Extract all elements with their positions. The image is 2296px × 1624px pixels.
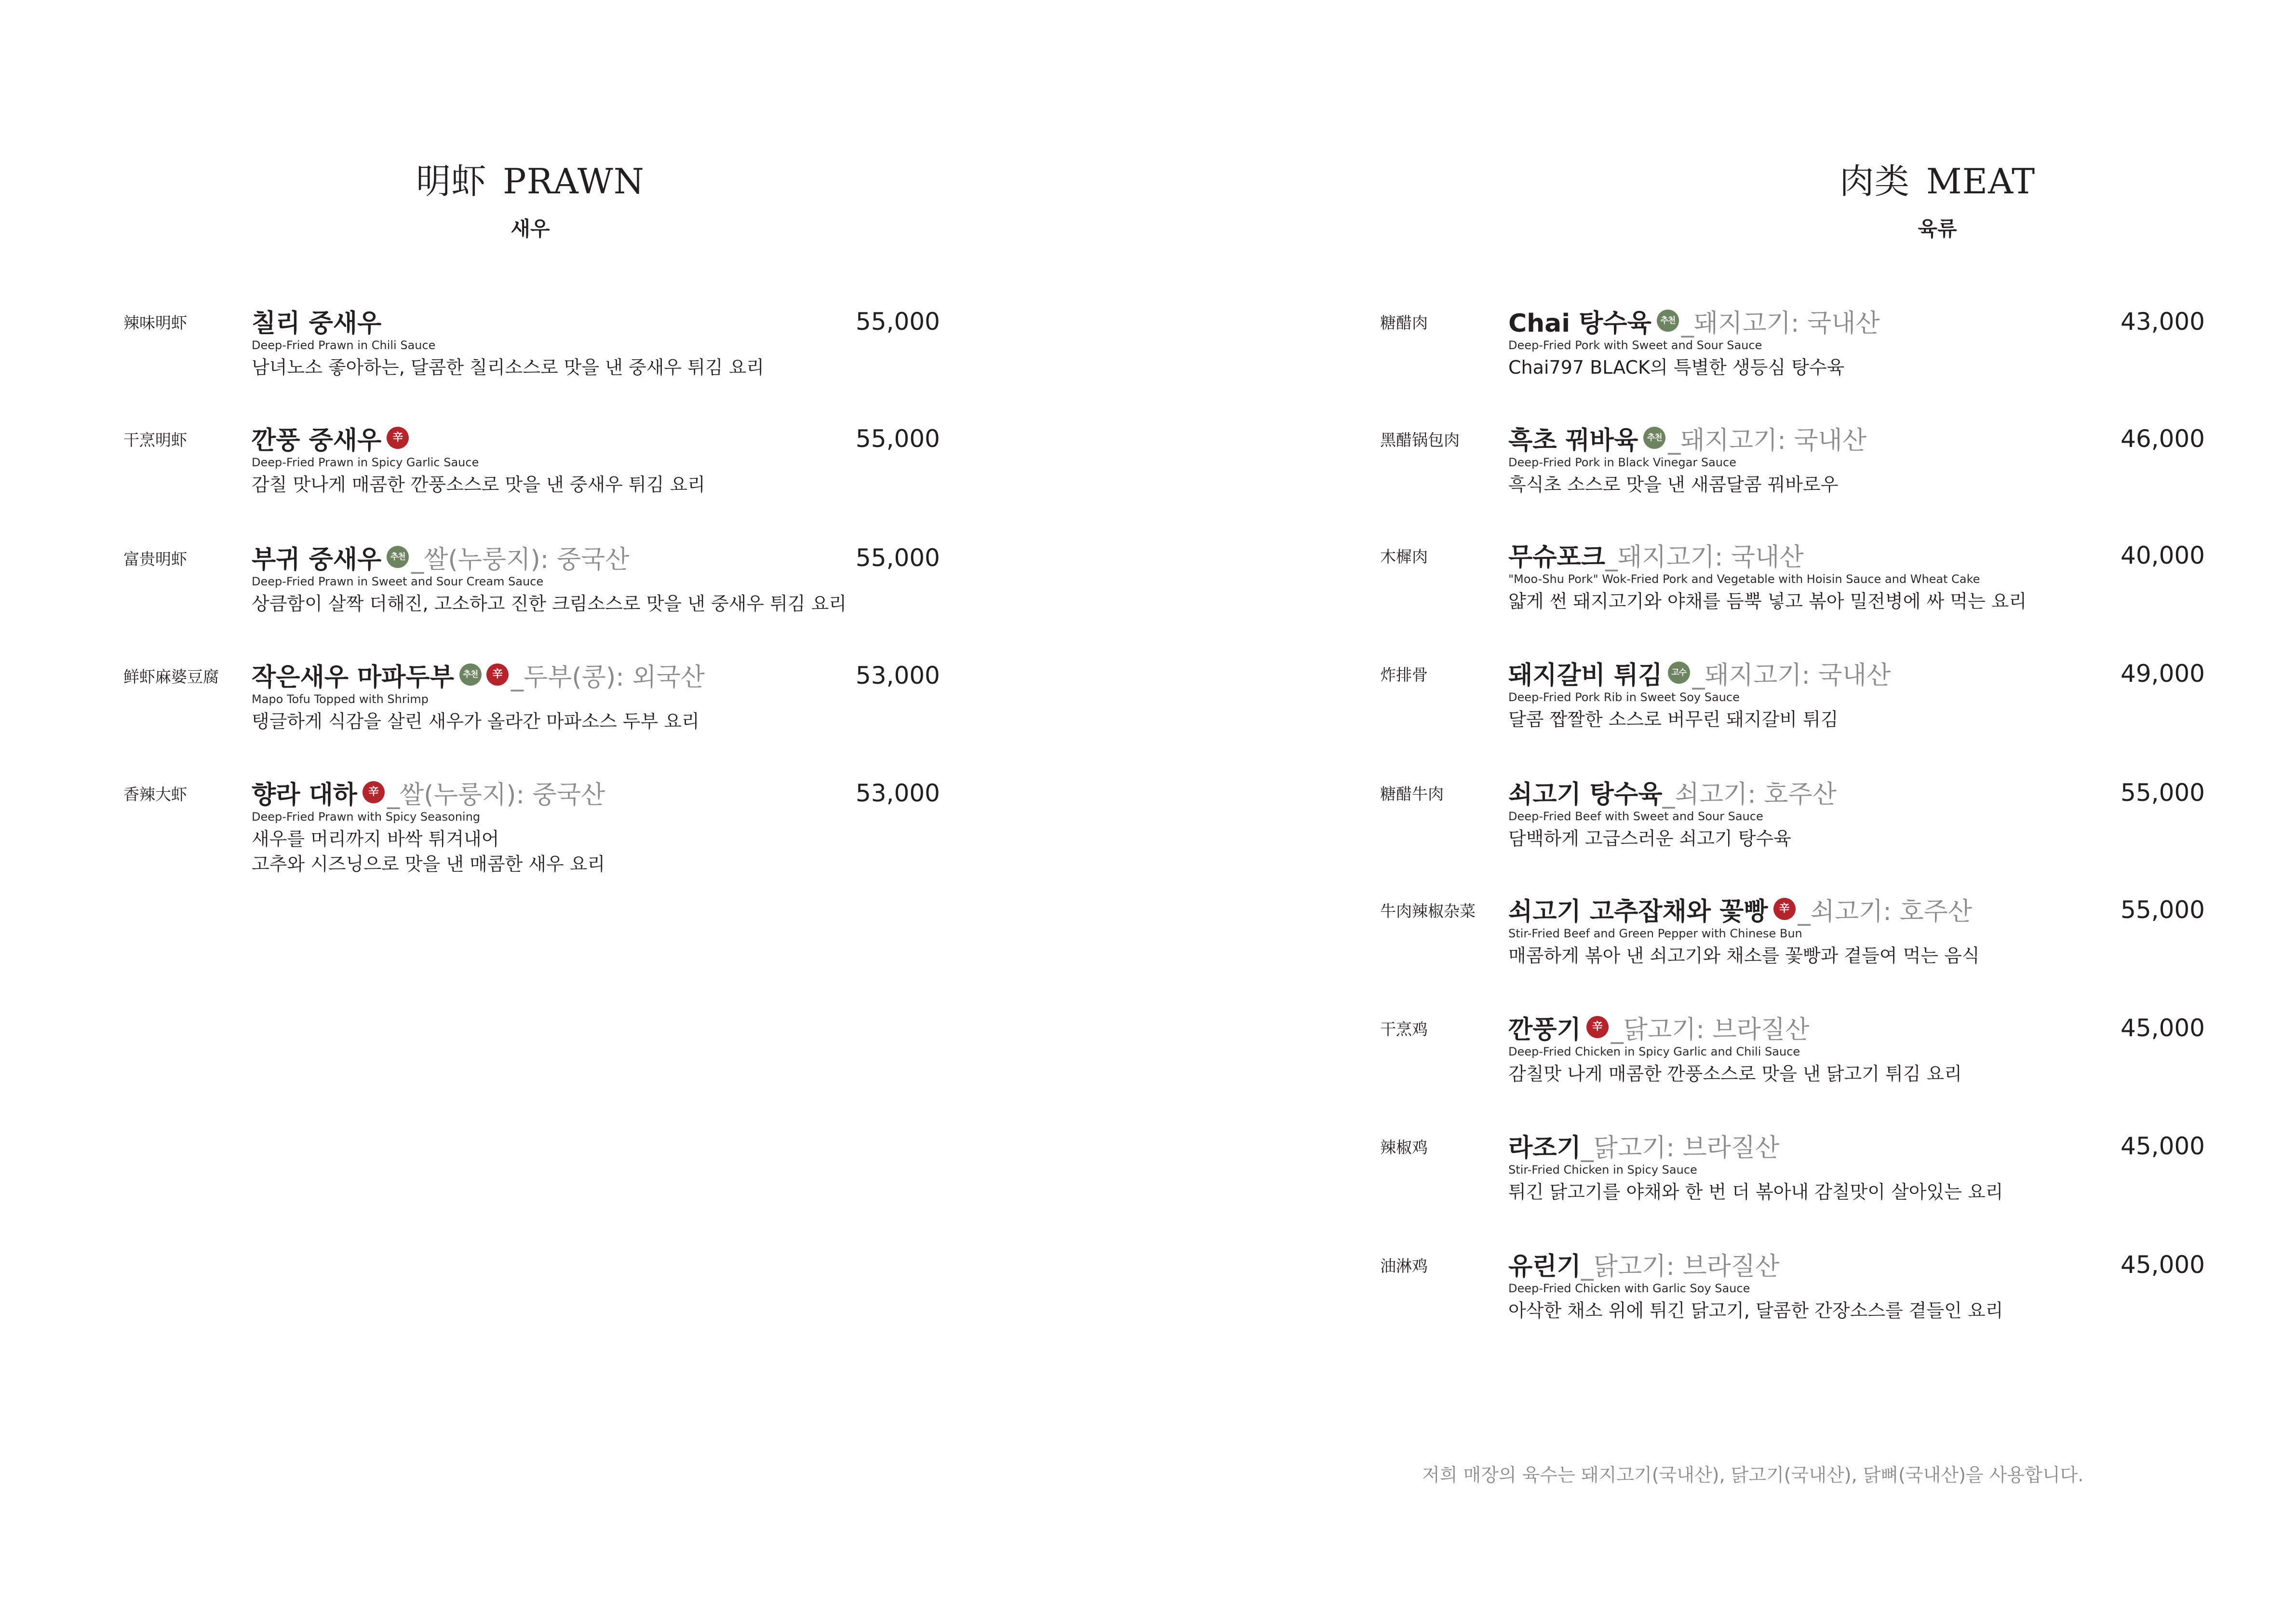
description-line: 튀긴 닭고기를 야채와 한 번 더 볶아내 감칠맛이 살아있는 요리 xyxy=(1508,1181,2003,1203)
dish-english-name: Mapo Tofu Topped with Shrimp xyxy=(252,692,429,706)
menu-item xyxy=(1380,538,2205,634)
dish-title-line xyxy=(1508,1010,1809,1044)
dish-description xyxy=(1508,589,2027,614)
dish-title-line xyxy=(252,421,411,455)
dish-chinese-name: 炸排骨 xyxy=(1380,665,1428,684)
dish-chinese-name: 辣味明虾 xyxy=(123,313,187,332)
dish-title-line xyxy=(252,658,705,691)
origin-note: _쇠고기: 호주산 xyxy=(1662,780,1837,809)
dish-name: 돼지갈비 튀김 xyxy=(1508,661,1663,690)
dish-title-line xyxy=(1508,538,1804,571)
dish-english-name: Deep-Fried Chicken with Garlic Soy Sauce xyxy=(1508,1282,1750,1295)
footer-note: 저희 매장의 육수는 돼지고기(국내산), 닭고기(국내산), 닭뼈(국내산)을 사용합니다. xyxy=(1422,1464,2084,1486)
dish-price: 53,000 xyxy=(856,662,940,690)
description-line: 남녀노소 좋아하는, 달콤한 칠리소스로 맛을 낸 중새우 튀김 요리 xyxy=(252,357,765,378)
dish-name: 향라 대하 xyxy=(252,780,358,810)
dish-description xyxy=(252,355,764,380)
dish-english-name: Deep-Fried Beef with Sweet and Sour Sauce xyxy=(1508,810,1763,823)
dish-price: 55,000 xyxy=(856,544,940,572)
spicy-badge-icon: 辛 xyxy=(387,427,409,449)
description-line: 달콤 짭짤한 소스로 버무린 돼지갈비 튀김 xyxy=(1508,709,1839,730)
dish-price: 53,000 xyxy=(856,779,940,807)
dish-title-line xyxy=(1508,1247,1779,1281)
dish-price: 45,000 xyxy=(2121,1251,2205,1279)
dish-english-name: Deep-Fried Pork with Sweet and Sour Sauce xyxy=(1508,338,1762,352)
recommend-badge-icon: 추천 xyxy=(387,546,409,568)
dish-title-line xyxy=(1508,775,1837,809)
section-title-en: MEAT xyxy=(1926,161,2036,202)
origin-note: _돼지고기: 국내산 xyxy=(1605,542,1804,572)
origin-note: _쌀(누룽지): 중국산 xyxy=(411,545,630,574)
origin-note: _돼지고기: 국내산 xyxy=(1668,426,1866,455)
origin-note: _닭고기: 브라질산 xyxy=(1581,1133,1780,1163)
dish-english-name: Deep-Fried Prawn in Spicy Garlic Sauce xyxy=(252,456,479,469)
description-line: Chai797 BLACK의 특별한 생등심 탕수육 xyxy=(1508,357,1845,378)
dish-name: Chai 탕수육 xyxy=(1508,309,1652,338)
description-line: 감칠맛 나게 매콤한 깐풍소스로 맛을 낸 닭고기 튀김 요리 xyxy=(1508,1063,1962,1084)
dish-chinese-name: 辣椒鸡 xyxy=(1380,1138,1428,1157)
section-title-cn: 肉类 xyxy=(1839,161,1910,202)
section-title xyxy=(376,153,685,203)
dish-name: 칠리 중새우 xyxy=(252,309,382,338)
dish-title-line xyxy=(1508,1128,1779,1162)
dish-chinese-name: 糖醋牛肉 xyxy=(1380,785,1444,803)
dish-price: 40,000 xyxy=(2121,541,2205,569)
dish-english-name: Deep-Fried Prawn with Spicy Seasoning xyxy=(252,810,481,824)
description-line: 담백하게 고급스러운 쇠고기 탕수육 xyxy=(1508,828,1791,849)
dish-name: 쇠고기 고추잡채와 꽃빵 xyxy=(1508,897,1768,926)
description-line: 매콤하게 볶아 낸 쇠고기와 채소를 꽃빵과 곁들여 먹는 음식 xyxy=(1508,945,1980,966)
dish-chinese-name: 鲜虾麻婆豆腐 xyxy=(123,667,219,686)
description-line: 감칠 맛나게 매콤한 깐풍소스로 맛을 낸 중새우 튀김 요리 xyxy=(252,474,705,495)
menu-item xyxy=(123,775,940,875)
origin-note: _쇠고기: 호주산 xyxy=(1798,897,1972,926)
menu-item xyxy=(1380,304,2205,400)
dish-title-line xyxy=(1508,656,1891,690)
section-subtitle: 새우 xyxy=(510,217,550,241)
menu-item xyxy=(123,658,940,754)
description-line: 얇게 썬 돼지고기와 야채를 듬뿍 넣고 볶아 밀전병에 싸 먹는 요리 xyxy=(1508,591,2027,612)
description-line: 아삭한 채소 위에 튀긴 닭고기, 달콤한 간장소스를 곁들인 요리 xyxy=(1508,1300,2003,1321)
spicy-badge-icon: 辛 xyxy=(1586,1016,1609,1038)
dish-chinese-name: 干烹明虾 xyxy=(123,431,187,449)
dish-title-line xyxy=(252,540,630,574)
spicy-badge-icon: 辛 xyxy=(1773,898,1796,920)
dish-english-name: "Moo-Shu Pork" Wok-Fried Pork and Vegetable with Hoisin Sauce and Wheat Cake xyxy=(1508,572,1980,586)
section-title xyxy=(1783,153,2092,203)
menu-item xyxy=(1380,892,2205,988)
dish-description xyxy=(1508,943,1980,968)
dish-name: 쇠고기 탕수육 xyxy=(1508,780,1663,809)
description-line: 고추와 시즈닝으로 맛을 낸 매콤한 새우 요리 xyxy=(252,853,605,875)
dish-description xyxy=(1508,1179,2003,1204)
dish-chinese-name: 黑醋锅包肉 xyxy=(1380,431,1460,449)
menu-item xyxy=(1380,1010,2205,1107)
dish-name: 깐풍기 xyxy=(1508,1015,1581,1044)
dish-description xyxy=(252,472,705,497)
dish-english-name: Deep-Fried Pork Rib in Sweet Soy Sauce xyxy=(1508,690,1740,704)
dish-name: 부귀 중새우 xyxy=(252,545,382,574)
dish-price: 45,000 xyxy=(2121,1014,2205,1042)
dish-chinese-name: 富贵明虾 xyxy=(123,550,187,568)
origin-note: _쌀(누룽지): 중국산 xyxy=(387,780,605,810)
dish-description xyxy=(1508,707,1838,732)
dish-description xyxy=(1508,1061,1962,1086)
description-line: 새우를 머리까지 바싹 튀겨내어 xyxy=(252,828,499,850)
dish-english-name: Stir-Fried Beef and Green Pepper with Chinese Bun xyxy=(1508,927,1802,940)
dish-name: 라조기 xyxy=(1508,1133,1581,1163)
dish-english-name: Deep-Fried Prawn in Sweet and Sour Cream Sauce xyxy=(252,575,544,588)
recommend-badge-icon: 추천 xyxy=(459,663,482,686)
recommend-badge-icon: 추천 xyxy=(1643,427,1665,449)
dish-name: 깐풍 중새우 xyxy=(252,426,382,455)
section-title-cn: 明虾 xyxy=(416,161,487,202)
dish-description xyxy=(1508,472,1838,497)
dish-price: 55,000 xyxy=(856,308,940,336)
menu-item xyxy=(1380,421,2205,517)
origin-note: _돼지고기: 국내산 xyxy=(1692,661,1891,690)
origin-note: _두부(콩): 외국산 xyxy=(510,663,705,692)
dish-english-name: Stir-Fried Chicken in Spicy Sauce xyxy=(1508,1163,1697,1177)
dish-english-name: Deep-Fried Pork in Black Vinegar Sauce xyxy=(1508,456,1736,469)
dish-price: 43,000 xyxy=(2121,308,2205,336)
description-line: 흑식초 소스로 맛을 낸 새콤달콤 꿔바로우 xyxy=(1508,474,1839,495)
dish-title-line xyxy=(1508,892,1972,926)
recommend-badge-icon: 추천 xyxy=(1657,310,1679,332)
dish-name: 무슈포크 xyxy=(1508,542,1605,572)
dish-description xyxy=(1508,1298,2003,1323)
dish-title-line xyxy=(252,775,605,809)
spicy-badge-icon: 辛 xyxy=(486,663,509,686)
dish-price: 46,000 xyxy=(2121,425,2205,453)
menu-item xyxy=(123,421,940,517)
menu-item xyxy=(123,540,940,636)
dish-price: 45,000 xyxy=(2121,1132,2205,1160)
dish-title-line xyxy=(252,304,381,338)
section-title-en: PRAWN xyxy=(503,161,644,202)
origin-note: _닭고기: 브라질산 xyxy=(1581,1252,1780,1281)
section-subtitle: 육류 xyxy=(1918,217,1957,241)
dish-price: 55,000 xyxy=(2121,896,2205,924)
dish-description xyxy=(252,709,699,734)
dish-name: 작은새우 마파두부 xyxy=(252,663,454,692)
origin-note: _돼지고기: 국내산 xyxy=(1681,309,1880,338)
menu-item xyxy=(1380,1247,2205,1343)
dish-english-name: Deep-Fried Prawn in Chili Sauce xyxy=(252,338,436,352)
origin-note: _닭고기: 브라질산 xyxy=(1611,1015,1810,1044)
dish-price: 55,000 xyxy=(856,425,940,453)
dish-description xyxy=(252,826,605,877)
dish-chinese-name: 香辣大虾 xyxy=(123,785,187,804)
menu-item xyxy=(123,304,940,400)
menu-item xyxy=(1380,656,2205,752)
dish-description xyxy=(1508,826,1791,851)
dish-description xyxy=(1508,355,1844,380)
description-line: 상큼함이 살짝 더해진, 고소하고 진한 크림소스로 맛을 낸 중새우 튀김 요리 xyxy=(252,593,847,614)
dish-description xyxy=(252,591,846,616)
dish-name: 유린기 xyxy=(1508,1252,1581,1281)
dish-chinese-name: 木樨肉 xyxy=(1380,547,1428,566)
dish-chinese-name: 糖醋肉 xyxy=(1380,313,1428,332)
menu-item xyxy=(1380,1128,2205,1225)
cilantro-badge-icon: 고수 xyxy=(1668,662,1690,684)
spicy-badge-icon: 辛 xyxy=(363,781,385,803)
dish-title-line xyxy=(1508,421,1866,455)
description-line: 탱글하게 식감을 살린 새우가 올라간 마파소스 두부 요리 xyxy=(252,711,699,732)
dish-name: 흑초 꿔바육 xyxy=(1508,426,1638,455)
dish-price: 49,000 xyxy=(2121,660,2205,688)
dish-title-line xyxy=(1508,304,1880,338)
menu-item xyxy=(1380,775,2205,871)
dish-price: 55,000 xyxy=(2121,779,2205,807)
dish-chinese-name: 油淋鸡 xyxy=(1380,1257,1428,1275)
dish-chinese-name: 干烹鸡 xyxy=(1380,1020,1428,1039)
dish-chinese-name: 牛肉辣椒杂菜 xyxy=(1380,902,1476,920)
dish-english-name: Deep-Fried Chicken in Spicy Garlic and Chili Sauce xyxy=(1508,1045,1800,1058)
